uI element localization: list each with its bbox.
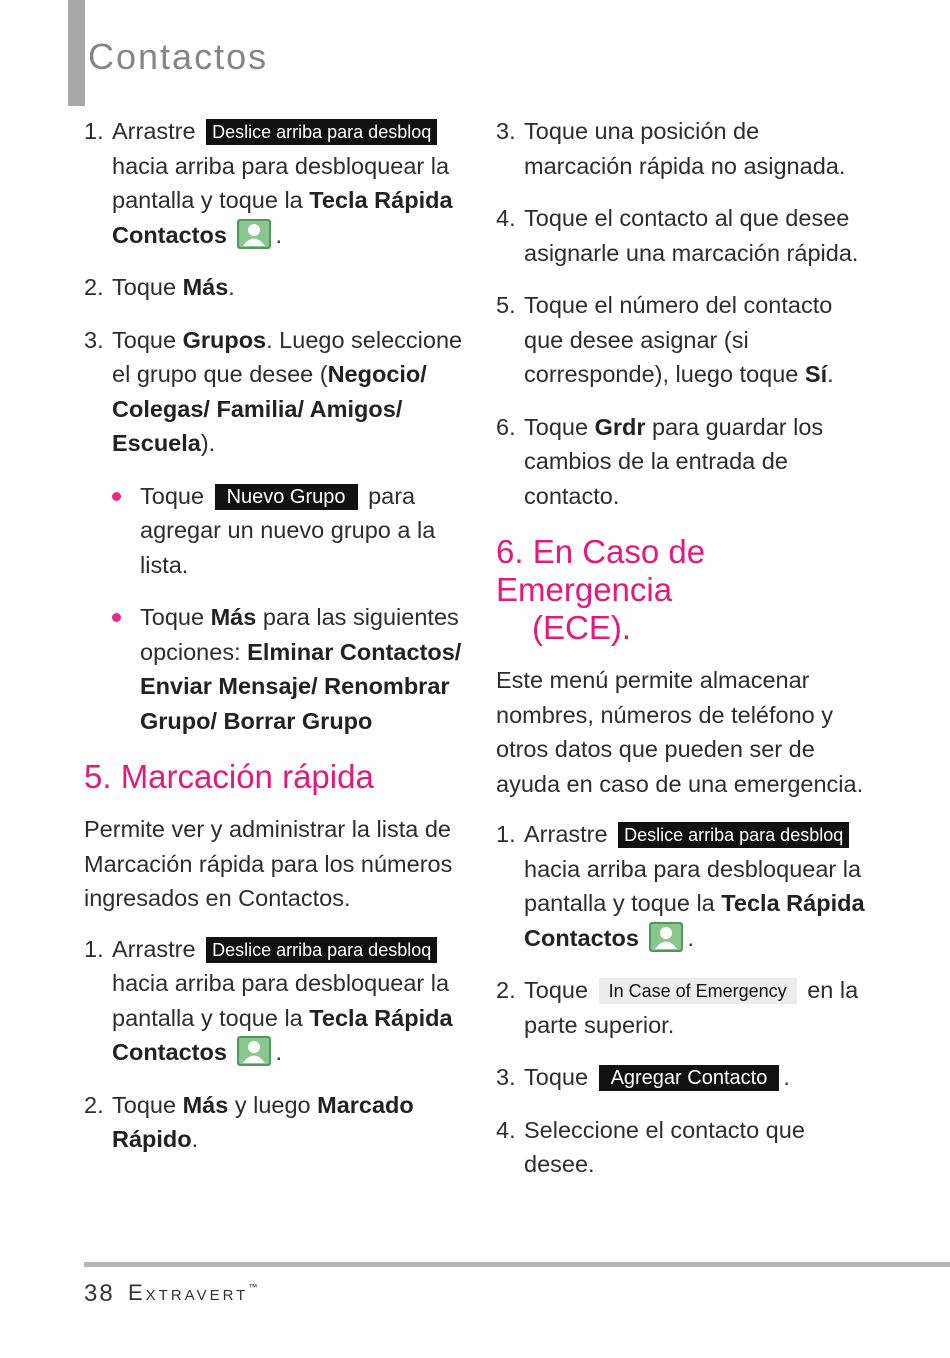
item-bold-text: Tecla Rápida Contactos xyxy=(112,187,453,248)
item-text: . xyxy=(783,1064,790,1090)
item-bold-text: Más xyxy=(182,1091,229,1118)
item-text: para guardar los cambios de la entrada de contacto. xyxy=(524,413,824,509)
item-bold-text: Tecla Rápida Contactos xyxy=(524,890,865,951)
item-text: Toque xyxy=(112,274,177,300)
item-number: 2. xyxy=(496,977,516,1003)
list-item xyxy=(496,201,866,270)
item-bold-text: Negocio/ Colegas/ Familia/ Amigos/ Escuela xyxy=(112,361,427,456)
item-text: . xyxy=(191,1126,199,1152)
pink-bullet-icon xyxy=(112,492,121,501)
ice-tab-label: In Case of Emergency xyxy=(599,978,797,1004)
item-number: 3. xyxy=(84,326,104,353)
item-bold-text: Más xyxy=(210,604,257,630)
item-text: hacia arriba para desbloquear la pantalla y toque la xyxy=(112,152,450,213)
item-text: Toque xyxy=(112,326,177,353)
list-item xyxy=(84,114,464,252)
item-text: Arrastre xyxy=(112,935,196,962)
unlock-slider-label: Deslice arriba para desbloq xyxy=(206,119,437,145)
bullet-item xyxy=(84,479,464,583)
add-contact-button-label: Agregar Contacto xyxy=(599,1065,780,1091)
contacts-person-icon xyxy=(237,219,271,249)
item-text: Arrastre xyxy=(112,118,196,144)
item-bold-text: Tecla Rápida Contactos xyxy=(112,1004,453,1065)
item-number: 1. xyxy=(84,118,104,144)
new-group-button-label: Nuevo Grupo xyxy=(215,484,358,510)
section-intro: Permite ver y administrar la lista de Marcación rápida para los números ingresados en Contactos. xyxy=(84,816,453,911)
section-title: Contactos xyxy=(88,36,269,77)
item-text: Toque una posición de marcación rápida no asignada. xyxy=(524,118,846,179)
item-text: para las siguientes opciones: xyxy=(140,604,459,665)
item-number: 3. xyxy=(496,118,516,144)
list-item xyxy=(84,270,464,305)
page-number: 38 xyxy=(84,1280,115,1307)
footer-brand xyxy=(128,1280,257,1306)
trademark-symbol: ™ xyxy=(248,1282,258,1292)
pink-bullet-icon xyxy=(112,613,121,622)
contacts-person-icon xyxy=(237,1036,271,1066)
item-text: Seleccione el contacto que desee. xyxy=(524,1116,805,1177)
brand-name: Extravert xyxy=(128,1280,249,1305)
item-text: Toque xyxy=(112,1091,177,1118)
section-tab-bar xyxy=(68,0,85,106)
item-bold-text: Sí xyxy=(804,361,828,387)
left-column xyxy=(84,114,464,1175)
item-bold-text: Elminar Contactos/ Enviar Mensaje/ Renombrar Grupo/ Borrar Grupo xyxy=(140,638,462,734)
item-bold-text: Más xyxy=(182,274,229,300)
item-text: hacia arriba para desbloquear la pantalla y toque la xyxy=(112,970,450,1031)
heading-line: (ECE). xyxy=(532,609,631,646)
item-number: 2. xyxy=(84,274,104,300)
item-text: Toque el contacto al que desee asignarle una marcación rápida. xyxy=(524,205,859,266)
item-text: ). xyxy=(200,430,216,456)
item-text: . xyxy=(275,221,282,248)
footer-rule xyxy=(84,1262,950,1267)
right-column xyxy=(496,114,866,1200)
list-item xyxy=(496,288,866,392)
item-text: . Luego seleccione el grupo que desee ( xyxy=(112,326,463,387)
list-item xyxy=(84,323,464,461)
section-heading-speed-dial: 5. Marcación rápida xyxy=(84,758,374,795)
list-item xyxy=(496,1113,866,1182)
item-text: para agregar un nuevo grupo a la lista. xyxy=(140,482,436,578)
item-bold-text: Grupos xyxy=(182,326,267,353)
item-text: . xyxy=(228,274,235,300)
item-text: Toque el número del contacto que desee asignar (si corresponde), luego toque xyxy=(524,292,833,387)
list-item xyxy=(496,410,866,514)
item-number: 1. xyxy=(496,821,516,847)
item-text: . xyxy=(275,1039,282,1065)
unlock-slider-label: Deslice arriba para desbloq xyxy=(206,937,437,963)
item-text: hacia arriba para desbloquear la pantalla y toque la xyxy=(524,855,862,916)
list-item xyxy=(496,817,866,955)
bullet-item xyxy=(84,600,464,738)
item-text: en la parte superior. xyxy=(524,977,859,1038)
item-number: 5. xyxy=(496,292,516,318)
list-item xyxy=(84,932,464,1070)
item-number: 4. xyxy=(496,1116,516,1143)
item-number: 2. xyxy=(84,1091,104,1118)
item-text: Toque xyxy=(524,977,589,1003)
item-text: Toque xyxy=(140,604,205,630)
contacts-person-icon xyxy=(649,922,683,952)
item-text: Toque xyxy=(524,413,589,440)
list-item xyxy=(496,1060,866,1095)
section-heading-ice xyxy=(496,533,866,647)
item-number: 4. xyxy=(496,205,516,231)
item-text: y luego xyxy=(234,1091,311,1118)
heading-line: 6. En Caso de Emergencia xyxy=(496,533,706,608)
section-intro: Este menú permite almacenar nombres, números de teléfono y otros datos que pueden ser de ayuda en caso de una emergencia. xyxy=(496,667,864,797)
item-text: Toque xyxy=(524,1064,589,1090)
item-number: 1. xyxy=(84,935,104,962)
item-text: . xyxy=(687,924,694,951)
item-text: Toque xyxy=(140,482,205,509)
item-text: . xyxy=(827,361,834,387)
item-bold-text: Grdr xyxy=(594,413,646,440)
unlock-slider-label: Deslice arriba para desbloq xyxy=(618,822,849,848)
list-item xyxy=(84,1088,464,1157)
item-number: 6. xyxy=(496,413,516,440)
list-item xyxy=(496,114,866,183)
item-bold-text: Marcado Rápido xyxy=(112,1091,414,1152)
item-number: 3. xyxy=(496,1064,516,1090)
list-item xyxy=(496,973,866,1042)
item-text: Arrastre xyxy=(524,821,608,847)
